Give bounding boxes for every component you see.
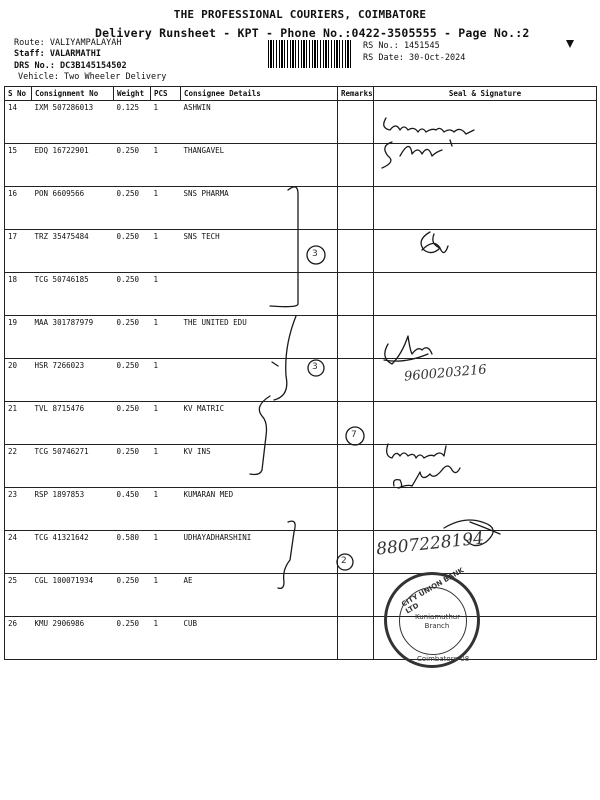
row-consignment: RSP 1897853 — [32, 488, 114, 531]
row-weight: 0.250 — [114, 230, 151, 273]
row-consignee: KUMARAN MED — [181, 488, 338, 531]
row-pcs: 1 — [151, 101, 181, 144]
row-pcs: 1 — [151, 617, 181, 660]
row-signature — [374, 187, 597, 230]
row-sno: 23 — [5, 488, 32, 531]
row-sno: 21 — [5, 402, 32, 445]
rs-number: RS No.: 1451545 — [363, 41, 440, 51]
row-pcs: 1 — [151, 230, 181, 273]
row-pcs: 1 — [151, 445, 181, 488]
table-row — [5, 316, 597, 359]
row-consignment: TCG 50746271 — [32, 445, 114, 488]
row-remarks — [338, 359, 374, 402]
row-signature — [374, 402, 597, 445]
row-consignee: UDHAYADHARSHINI — [181, 531, 338, 574]
circle-digit: 3 — [312, 362, 318, 372]
row-sno: 25 — [5, 574, 32, 617]
row-consignee: CUB — [181, 617, 338, 660]
table-row — [5, 101, 597, 144]
col-remarks: Remarks — [338, 87, 374, 101]
barcode — [268, 40, 352, 68]
row-weight: 0.125 — [114, 101, 151, 144]
row-consignment: TRZ 35475484 — [32, 230, 114, 273]
row-signature — [374, 101, 597, 144]
row-sno: 14 — [5, 101, 32, 144]
table-row — [5, 445, 597, 488]
table-header-row — [5, 87, 597, 101]
row-weight: 0.250 — [114, 402, 151, 445]
table-row — [5, 187, 597, 230]
table-row — [5, 531, 597, 574]
row-consignee: ASHWIN — [181, 101, 338, 144]
row-consignment: EDQ 16722901 — [32, 144, 114, 187]
row-weight: 0.250 — [114, 187, 151, 230]
row-remarks — [338, 316, 374, 359]
row-consignee: THANGAVEL — [181, 144, 338, 187]
circle-digit: 2 — [341, 556, 347, 566]
bank-seal — [384, 566, 480, 668]
seal-ring-text: CITY UNION BANK LTD — [400, 566, 466, 616]
row-sno: 19 — [5, 316, 32, 359]
row-sno: 17 — [5, 230, 32, 273]
row-consignment: MAA 301787979 — [32, 316, 114, 359]
drs-label: DRS No.: DC3B145154502 — [14, 61, 127, 71]
row-remarks — [338, 101, 374, 144]
row-remarks — [338, 144, 374, 187]
row-remarks — [338, 187, 374, 230]
row-weight: 0.250 — [114, 273, 151, 316]
handwritten-number-row20: 9600203216 — [403, 362, 488, 385]
row-consignee: KV INS — [181, 445, 338, 488]
row-weight: 0.250 — [114, 445, 151, 488]
table-row — [5, 488, 597, 531]
row-weight: 0.250 — [114, 574, 151, 617]
row-consignment: TVL 8715476 — [32, 402, 114, 445]
row-pcs: 1 — [151, 316, 181, 359]
row-sno: 15 — [5, 144, 32, 187]
vehicle-label: Vehicle: Two Wheeler Delivery — [18, 72, 167, 82]
row-sno: 16 — [5, 187, 32, 230]
staff-label: Staff: VALARMATHI — [14, 49, 101, 59]
col-consignment: Consignment No — [32, 87, 114, 101]
col-consignee: Consignee Details — [181, 87, 338, 101]
row-pcs: 1 — [151, 488, 181, 531]
row-weight: 0.580 — [114, 531, 151, 574]
table-row — [5, 144, 597, 187]
runsheet-subtitle: Delivery Runsheet - KPT - Phone No.:0422-3505555 - Page No.:2 — [95, 26, 530, 40]
row-pcs: 1 — [151, 144, 181, 187]
row-consignee: SNS PHARMA — [181, 187, 338, 230]
table-row — [5, 359, 597, 402]
seal-branch: Kuniamuthur Branch — [415, 613, 461, 630]
row-pcs: 1 — [151, 402, 181, 445]
col-pcs: PCS — [151, 87, 181, 101]
row-remarks — [338, 230, 374, 273]
route-label: Route: VALIYAMPALAYAH — [14, 38, 122, 48]
table-row — [5, 230, 597, 273]
rs-date: RS Date: 30-Oct-2024 — [363, 53, 466, 63]
row-signature — [374, 488, 597, 531]
row-consignment: PON 6609566 — [32, 187, 114, 230]
row-pcs: 1 — [151, 531, 181, 574]
row-remarks — [338, 617, 374, 660]
row-sno: 20 — [5, 359, 32, 402]
row-remarks — [338, 574, 374, 617]
table-row — [5, 273, 597, 316]
runsheet-table — [4, 86, 597, 660]
table-row — [5, 617, 597, 660]
row-consignee: THE UNITED EDU — [181, 316, 338, 359]
row-pcs: 1 — [151, 273, 181, 316]
row-consignee: SNS TECH — [181, 230, 338, 273]
row-remarks — [338, 488, 374, 531]
row-pcs: 1 — [151, 187, 181, 230]
row-consignment: KMU 2906986 — [32, 617, 114, 660]
row-consignee — [181, 273, 338, 316]
row-consignee: KV MATRIC — [181, 402, 338, 445]
row-remarks — [338, 273, 374, 316]
row-sno: 24 — [5, 531, 32, 574]
row-remarks — [338, 445, 374, 488]
row-weight: 0.250 — [114, 316, 151, 359]
row-sno: 22 — [5, 445, 32, 488]
col-signature: Seal & Signature — [374, 87, 597, 101]
col-weight: Weight — [114, 87, 151, 101]
row-consignment: HSR 7266023 — [32, 359, 114, 402]
row-weight: 0.450 — [114, 488, 151, 531]
row-consignment: TCG 41321642 — [32, 531, 114, 574]
row-sno: 26 — [5, 617, 32, 660]
row-consignment: TCG 50746185 — [32, 273, 114, 316]
row-remarks — [338, 531, 374, 574]
row-consignment: CGL 100071934 — [32, 574, 114, 617]
seal-city: Coimbatore-08 — [417, 655, 470, 663]
row-consignment: IXM 507286013 — [32, 101, 114, 144]
company-title: THE PROFESSIONAL COURIERS, COIMBATORE — [173, 8, 427, 21]
row-pcs: 1 — [151, 574, 181, 617]
row-weight: 0.250 — [114, 617, 151, 660]
circle-digit: 3 — [312, 249, 318, 259]
circle-digit: 7 — [351, 430, 357, 440]
row-pcs: 1 — [151, 359, 181, 402]
table-row — [5, 574, 597, 617]
table-row — [5, 402, 597, 445]
row-signature — [374, 273, 597, 316]
dropdown-arrow-icon — [566, 40, 574, 48]
row-weight: 0.250 — [114, 144, 151, 187]
row-weight: 0.250 — [114, 359, 151, 402]
row-sno: 18 — [5, 273, 32, 316]
row-signature — [374, 230, 597, 273]
col-sno: S No — [5, 87, 32, 101]
handwritten-number-row24: 8807228194 — [375, 528, 485, 560]
row-signature — [374, 316, 597, 359]
row-signature — [374, 445, 597, 488]
row-signature — [374, 144, 597, 187]
row-consignee: AE — [181, 574, 338, 617]
